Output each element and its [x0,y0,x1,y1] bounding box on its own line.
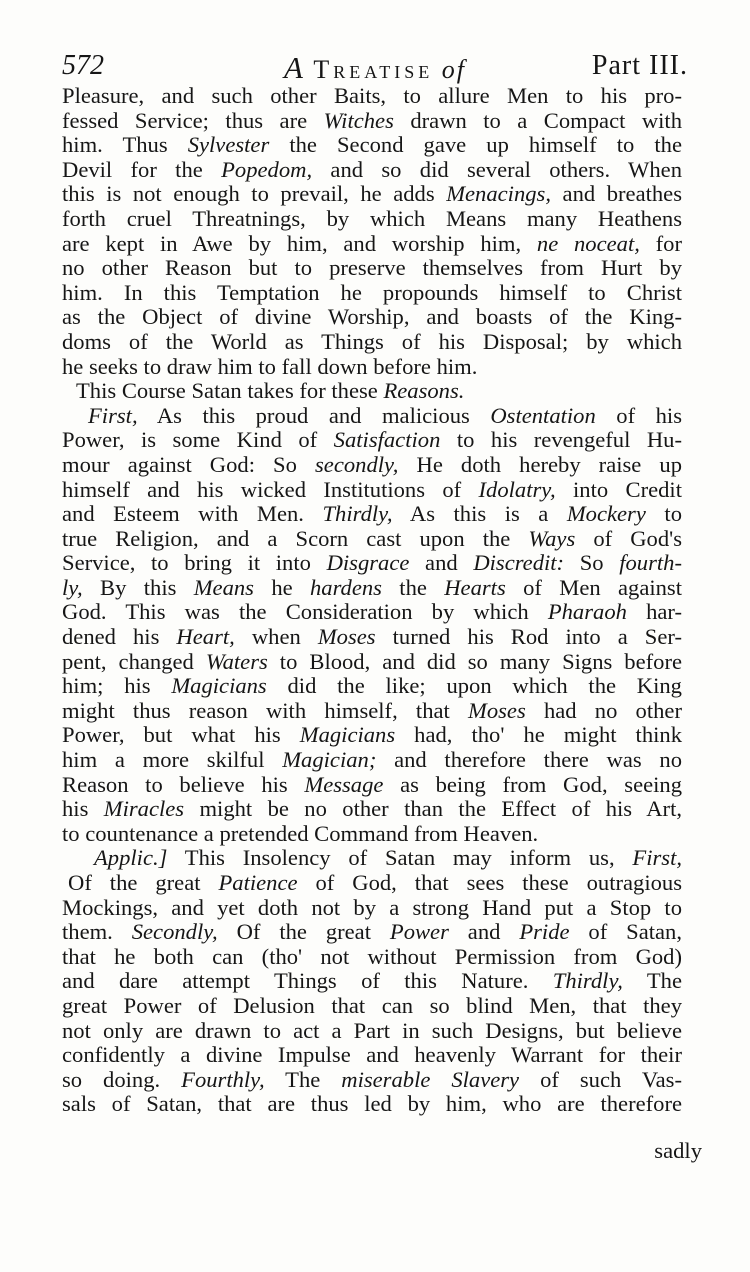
italic-text: Ostentation [490,402,596,428]
page-number: 572 [62,50,104,81]
text-run: might be no other than the Effect of his Art, [184,796,683,822]
text-run: him a more skilful [62,747,283,773]
text-line [62,773,682,798]
italic-text: Moses [317,624,376,650]
italic-text: Hearts [444,574,506,600]
text-run: no other Reason but to preserve themselves from Hurt by [62,255,682,281]
text-run: This Insolency of Satan may inform us, [167,845,633,871]
text-run: By this [82,574,194,600]
text-run: for [639,230,682,256]
text-run: As this proud and malicious [137,402,491,428]
text-run: The [622,968,682,994]
italic-text: Waters [205,648,268,674]
text-line [62,158,682,183]
text-run: and dare attempt Things of this Nature. [62,968,553,994]
italic-text: Menacings, [446,181,551,207]
text-run: pent, changed [62,648,206,674]
text-run: of Satan, [569,919,682,945]
italic-text: Satisfaction [333,427,441,453]
text-line [62,379,682,404]
text-run: doms of the World as Things of his Disposal; by which [62,328,682,354]
text-line [62,551,682,576]
text-line [62,871,682,896]
text-line [62,1019,682,1044]
text-line [62,650,682,675]
italic-text: Discredit: [473,550,565,576]
text-line [62,478,682,503]
text-line [62,699,682,724]
text-run: of Men against [505,574,682,600]
text-line [62,330,682,355]
italic-text: Secondly, [131,919,218,945]
text-line [62,281,682,306]
text-run: the Second gave up himself to the [269,132,682,158]
text-run: dened his [62,624,177,650]
title-of: of [441,55,467,84]
italic-text: Witches [323,107,394,133]
text-run: true Religion, and a Scorn cast upon the [62,525,529,551]
italic-text: hardens [309,574,382,600]
text-run: Power, but what his [62,722,300,748]
text-line [62,846,682,871]
text-line [62,453,682,478]
text-run: and therefore there was no [376,747,683,773]
text-run: This Course Satan takes for these [76,378,384,404]
text-line [62,625,682,650]
text-line [62,1068,682,1093]
italic-text: miserable Slavery [341,1066,520,1092]
text-line [62,822,682,847]
text-run: did the like; upon which the King [266,673,682,699]
text-run: sals of Satan, that are thus led by him, who are therefore [62,1091,682,1117]
italic-text: Pharaoh [547,599,627,625]
text-run: to Blood, and did so many Signs before [267,648,682,674]
text-run: to his revengeful Hu- [440,427,682,453]
text-run: might thus reason with himself, that [62,697,469,723]
running-header [62,50,688,86]
text-line [62,527,682,552]
text-run: he seeks to draw him to fall down before him. [62,353,478,379]
text-line [62,945,682,970]
text-line [62,1092,682,1117]
text-run: to [645,501,682,527]
italic-text: Miracles [103,796,185,822]
text-run: drawn to a Compact with [393,107,683,133]
text-line [62,207,682,232]
italic-text: Magicians [171,673,267,699]
text-run: Mockings, and yet doth not by a strong Hand put a Stop to [62,894,682,920]
title-article: A [283,50,305,85]
text-run: As this is a [392,501,567,527]
italic-text: Reasons. [383,378,465,404]
text-run: Service, to bring it into [62,550,327,576]
text-line [62,994,682,1019]
italic-text: Fourthly, [181,1066,265,1092]
text-line [62,797,682,822]
text-run: him; his [62,673,172,699]
text-line [62,674,682,699]
text-line [62,133,682,158]
text-run: are kept in Awe by him, and worship him, [62,230,537,256]
italic-text: Magician; [282,747,377,773]
text-run: and so did several others. When [312,156,682,182]
text-line [62,182,682,207]
italic-text: Patience [218,870,298,895]
text-run: Of the great [217,919,390,945]
italic-text: Power [389,919,449,945]
text-run: his [62,796,104,822]
italic-text: Thirdly, [322,501,393,527]
italic-text: ly, [62,574,83,600]
italic-text: Magicians [299,722,396,748]
text-run: of such Vas- [519,1066,682,1092]
text-line [62,355,682,380]
text-line [62,109,682,134]
italic-text: First, [88,402,138,428]
text-line [62,748,682,773]
text-run: them. [62,919,132,945]
text-run: mour against God: So [62,451,315,477]
text-run: him. In this Temptation he propounds himself to Christ [62,279,682,305]
text-line [62,232,682,257]
text-run: he [253,574,310,600]
italic-text: Pride [519,919,570,945]
text-run: Devil for the [62,156,222,182]
title-word: Treatise [313,55,434,84]
italic-text: secondly, [315,451,399,477]
text-run: The [264,1066,342,1092]
text-line [62,920,682,945]
text-line [62,896,682,921]
text-run: So [564,550,620,576]
text-run: of God's [575,525,682,551]
text-line [62,428,682,453]
text-body [62,84,682,1117]
text-run: that he both can (tho' not without Permission from God) [62,943,682,969]
italic-text: ne noceat, [536,230,640,256]
text-run: when [234,624,318,650]
text-run: har- [626,599,682,625]
text-line [62,256,682,281]
italic-text: Mockery [566,501,646,527]
text-run: as being from God, seeing [383,771,682,797]
text-run: Of the great [68,870,219,895]
text-line [62,969,682,994]
text-line [62,502,682,527]
text-line [62,1043,682,1068]
text-run: fessed Service; thus are [62,107,324,133]
text-run: great Power of Delusion that can so blind Men, that they [62,992,682,1018]
text-run: to countenance a pretended Command from Heaven. [62,820,539,846]
italic-text: Message [304,771,384,797]
text-run: Pleasure, and such other Baits, to allure Men to his pro- [62,83,682,108]
text-run: had no other [525,697,682,723]
italic-text: Heart, [176,624,235,650]
part-label: Part III. [591,50,688,81]
text-line [62,404,682,429]
text-run: Reason to believe his [62,771,305,797]
text-run: He doth hereby raise up [398,451,682,477]
text-run: as the Object of divine Worship, and boasts of the King- [62,304,682,330]
text-run: and breathes [551,181,682,207]
italic-text: Ways [528,525,576,551]
text-run: this is not enough to prevail, he adds [62,181,447,207]
text-run: into Credit [555,476,682,502]
italic-text: Means [193,574,254,600]
text-run: himself and his wicked Institutions of [62,476,479,502]
text-line [62,723,682,748]
catchword: sadly [654,1138,702,1163]
text-line [62,84,682,109]
text-line [62,600,682,625]
text-run: forth cruel Threatnings, by which Means many Heathens [62,205,682,231]
text-run: confidently a divine Impulse and heavenly Warrant for their [62,1042,682,1068]
italic-text: fourth- [619,550,682,576]
text-line [62,305,682,330]
text-run: him. Thus [62,132,188,158]
italic-text: Disgrace [326,550,410,576]
text-run: of his [595,402,682,428]
italic-text: Thirdly, [552,968,623,994]
text-run: so doing. [62,1066,182,1092]
italic-text: Moses [468,697,526,723]
italic-text: Applic.] [94,845,168,871]
text-run: the [381,574,445,600]
text-run: and Esteem with Men. [62,501,323,527]
text-run: of God, that sees these outragious [297,870,682,895]
text-run: Power, is some Kind of [62,427,334,453]
text-run: God. This was the Consideration by which [62,599,548,625]
italic-text: Sylvester [187,132,270,158]
text-line [62,576,682,601]
text-run: and [409,550,474,576]
text-run: not only are drawn to act a Part in such Designs, but believe [62,1017,682,1043]
text-run: had, tho' he might think [395,722,682,748]
italic-text: First, [632,845,682,871]
italic-text: Popedom, [221,156,313,182]
italic-text: Idolatry, [478,476,556,502]
text-run: and [448,919,520,945]
text-run: turned his Rod into a Ser- [375,624,682,650]
